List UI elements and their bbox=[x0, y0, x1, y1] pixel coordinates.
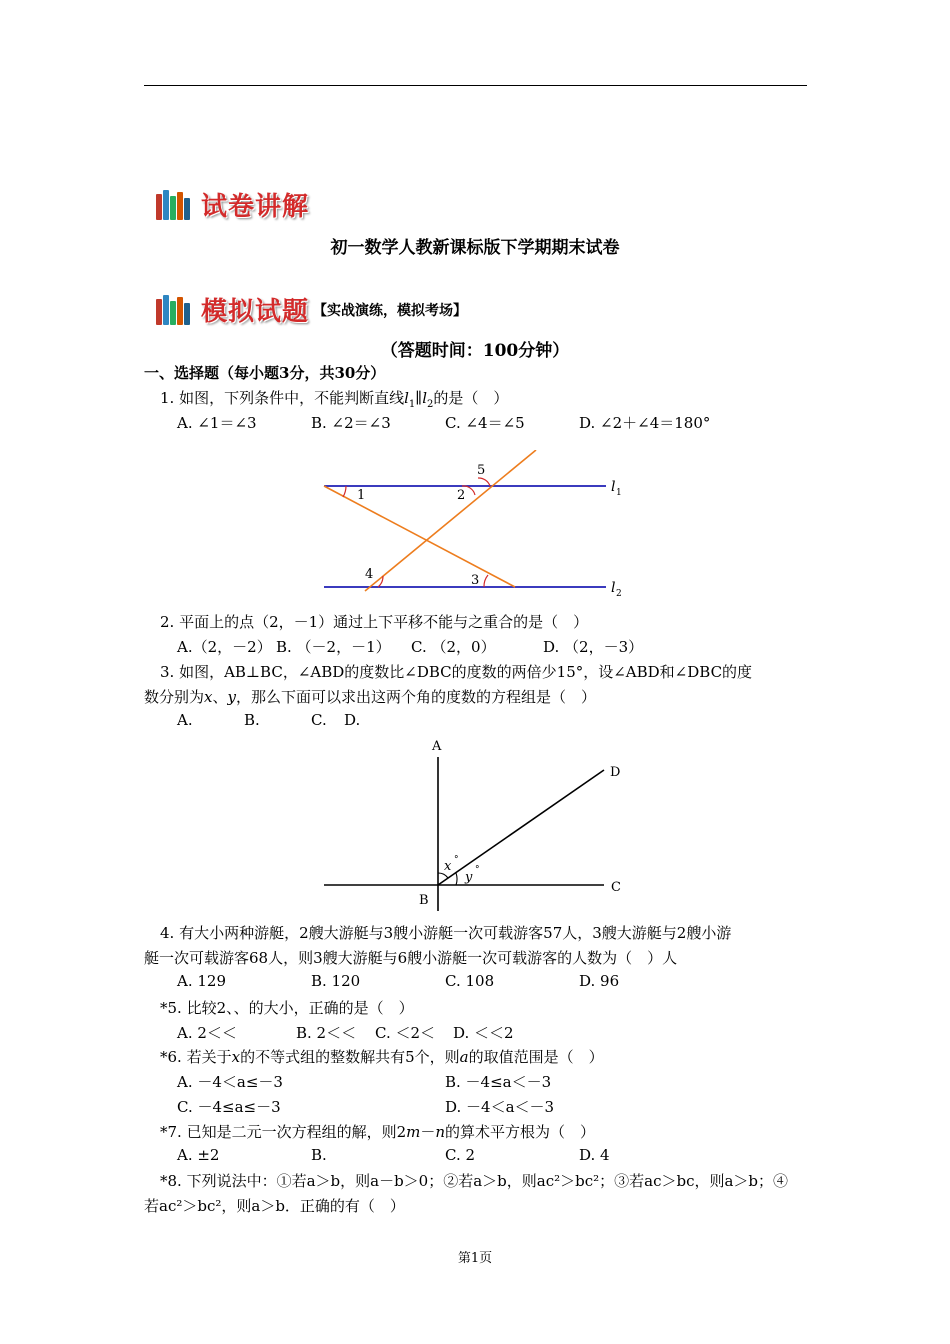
q6-option-b: B. －4≤a＜－3 bbox=[445, 1073, 552, 1091]
label-3: 3 bbox=[471, 573, 480, 588]
time-note: （答题时间：100分钟） bbox=[380, 341, 570, 361]
q1-stem-a: 1. 如图，下列条件中，不能判断直线 bbox=[160, 389, 405, 407]
books-icon bbox=[156, 295, 191, 325]
q5-option-a: A. 2＜＜ bbox=[177, 1024, 237, 1042]
question-8-line2: 若ac²＞bc²，则a＞b．正确的有（ ） bbox=[144, 1197, 405, 1215]
banner-explain bbox=[156, 186, 309, 223]
transversal-1 bbox=[324, 486, 515, 587]
q3-sep: 、 bbox=[212, 688, 228, 706]
q4-option-a: A. 129 bbox=[177, 972, 226, 990]
q7-option-c: C. 2 bbox=[445, 1146, 476, 1164]
q1-stem-b: 的是（ ） bbox=[433, 389, 509, 407]
banner-mock-subtitle: 【实战演练，模拟考场】 bbox=[313, 302, 468, 319]
label-b: B bbox=[419, 893, 429, 908]
label-l2: l bbox=[611, 580, 616, 596]
header-rule bbox=[144, 85, 807, 86]
question-3-line2 bbox=[144, 686, 596, 707]
q6-stem-b: 的不等式组的整数解共有5个，则 bbox=[240, 1048, 460, 1066]
angle-y-arc bbox=[456, 873, 457, 885]
label-a: A bbox=[432, 739, 442, 754]
q6-option-c: C. －4≤a≤－3 bbox=[177, 1098, 281, 1116]
q6-var-x: x bbox=[231, 1048, 241, 1066]
q6-option-d: D. －4＜a＜－3 bbox=[445, 1098, 555, 1116]
question-8-line1: *8. 下列说法中：①若a＞b，则a－b＞0；②若a＞b，则ac²＞bc²；③若ac＞bc，则a＞b；④ bbox=[160, 1172, 789, 1190]
q3-option-c: C. bbox=[311, 711, 327, 729]
q3-option-b: B. bbox=[244, 711, 260, 729]
question-3-line1: 3. 如图，AB⊥BC，∠ABD的度数比∠DBC的度数的两倍少15°，设∠ABD和∠DBC的度 bbox=[160, 663, 753, 681]
q1-option-b: B. ∠2＝∠3 bbox=[311, 414, 391, 432]
q7-stem-b: 的算术平方根为（ ） bbox=[445, 1123, 596, 1141]
books-icon bbox=[156, 190, 191, 220]
q1-option-c: C. ∠4＝∠5 bbox=[445, 414, 525, 432]
question-1-stem: 1. 如图，下列条件中，不能判断直线$l_1\parallel l_2$的是（ ） bbox=[160, 389, 509, 410]
q3-var-x: x bbox=[204, 688, 213, 706]
q7-var-m: m bbox=[406, 1123, 421, 1141]
q7-stem-a: *7. 已知是二元一次方程组的解，则2 bbox=[160, 1123, 407, 1141]
label-x: x bbox=[444, 859, 452, 874]
label-d: D bbox=[610, 765, 621, 780]
q3-line2-b: ，那么下面可以求出这两个角的度数的方程组是（ ） bbox=[235, 688, 596, 706]
figure-parallel-lines bbox=[310, 450, 640, 600]
angle-5-arc bbox=[478, 478, 490, 486]
page-title: 初一数学人教新课标版下学期期末试卷 bbox=[330, 238, 620, 258]
label-4: 4 bbox=[365, 567, 374, 582]
banner-mock bbox=[156, 291, 467, 328]
q6-stem-c: 的取值范围是（ ） bbox=[468, 1048, 604, 1066]
angle-3-arc bbox=[484, 575, 488, 587]
label-l2-sub: 2 bbox=[616, 589, 622, 599]
q7-option-a: A. ±2 bbox=[177, 1146, 220, 1164]
label-x-deg: ° bbox=[454, 855, 459, 865]
angle-1-arc bbox=[343, 486, 346, 497]
question-5-stem: *5. 比较2、、的大小，正确的是（ ） bbox=[160, 999, 414, 1017]
q5-option-c: C. ＜2＜ bbox=[375, 1024, 436, 1042]
label-y: y bbox=[465, 870, 473, 885]
label-y-deg: ° bbox=[475, 865, 480, 875]
q2-option-b: B. （－2，－1） bbox=[276, 638, 391, 656]
question-4-line2: 艇一次可载游客68人，则3艘大游艇与6艘小游艇一次可载游客的人数为（ ）人 bbox=[144, 949, 678, 967]
q7-minus: － bbox=[420, 1123, 436, 1141]
label-1: 1 bbox=[357, 488, 366, 503]
q2-option-a: A.（2，－2） bbox=[177, 638, 272, 656]
q4-option-d: D. 96 bbox=[579, 972, 620, 990]
question-7-stem bbox=[160, 1121, 595, 1142]
banner-mock-text: 模拟试题 bbox=[201, 297, 310, 327]
ray-bd bbox=[438, 770, 604, 885]
label-c: C bbox=[611, 880, 621, 895]
question-4-line1: 4. 有大小两种游艇，2艘大游艇与3艘小游艇一次可载游客57人，3艘大游艇与2艘小游 bbox=[160, 924, 732, 942]
q3-option-a: A. bbox=[177, 711, 193, 729]
q2-option-c: C. （2，0） bbox=[411, 638, 496, 656]
banner-explain-text: 试卷讲解 bbox=[201, 192, 310, 222]
q3-option-d: D. bbox=[344, 711, 361, 729]
label-l1-sub: 1 bbox=[616, 488, 622, 498]
q1-option-d: D. ∠2＋∠4＝180° bbox=[579, 414, 711, 432]
q7-var-n: n bbox=[435, 1123, 446, 1141]
q2-option-d: D. （2，－3） bbox=[543, 638, 644, 656]
q6-option-a: A. －4＜a≤－3 bbox=[177, 1073, 283, 1091]
label-2: 2 bbox=[457, 488, 466, 503]
q7-option-b: B. bbox=[311, 1146, 327, 1164]
question-6-stem bbox=[160, 1046, 604, 1067]
q5-option-d: D. ＜＜2 bbox=[453, 1024, 514, 1042]
q1-option-a: A. ∠1＝∠3 bbox=[177, 414, 257, 432]
label-l1: l bbox=[611, 479, 616, 495]
q3-var-y: y bbox=[227, 688, 236, 706]
q4-option-b: B. 120 bbox=[311, 972, 361, 990]
q3-line2-a: 数分别为 bbox=[144, 688, 205, 706]
label-5: 5 bbox=[477, 463, 486, 478]
question-2-stem: 2. 平面上的点（2，－1）通过上下平移不能与之重合的是（ ） bbox=[160, 613, 589, 631]
q5-option-b: B. 2＜＜ bbox=[296, 1024, 357, 1042]
q6-stem-a: *6. 若关于 bbox=[160, 1048, 232, 1066]
page-number: 第1页 bbox=[457, 1251, 493, 1266]
q7-option-d: D. 4 bbox=[579, 1146, 610, 1164]
figure-angles bbox=[310, 735, 640, 915]
q6-var-a: a bbox=[459, 1048, 469, 1066]
q4-option-c: C. 108 bbox=[445, 972, 495, 990]
section-heading: 一、选择题（每小题3分，共30分） bbox=[144, 364, 386, 382]
